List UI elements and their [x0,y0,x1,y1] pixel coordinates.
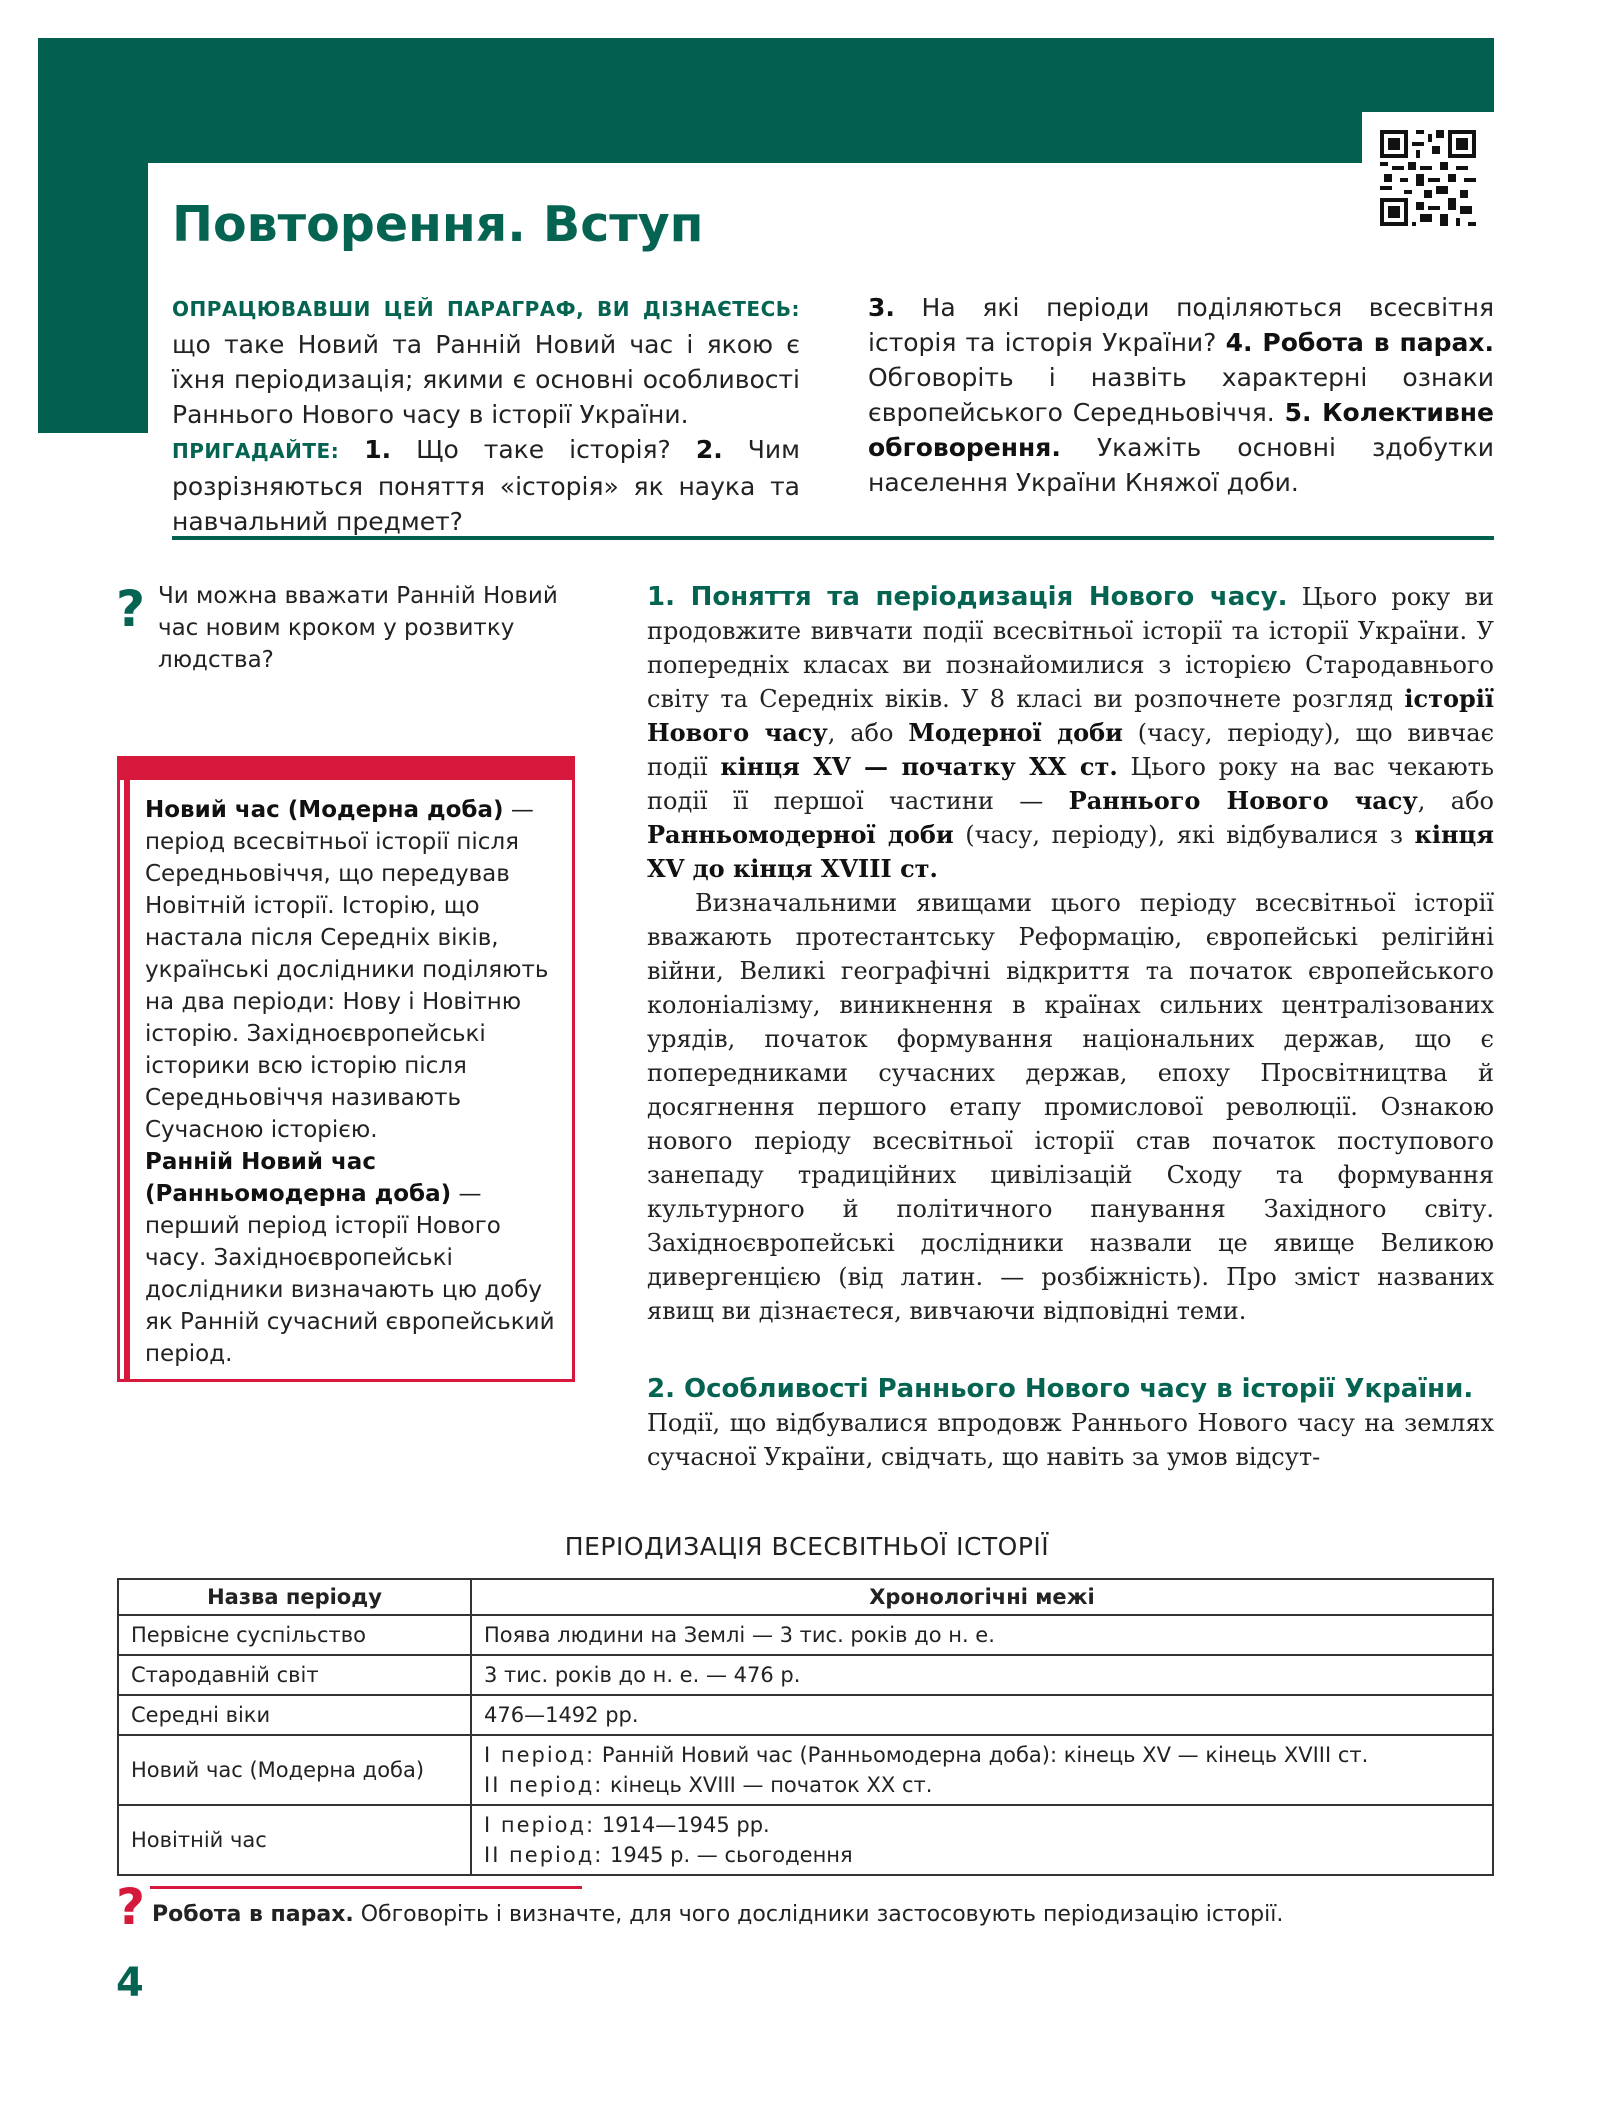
period-range: Поява людини на Землі — 3 тис. років до н. е. [471,1615,1493,1655]
question-mark-icon: ? [116,1878,146,1936]
section-1-paragraph-1 [647,580,1494,886]
subperiod-label: II період: [484,1843,604,1867]
period-subline [484,1810,1480,1840]
recall-q2-number: 2. [695,435,723,464]
s1-text-8: , або [1417,787,1495,815]
section-2-paragraph-1: Події, що відбувалися впродовж Раннього Нового часу на землях сучасної України, свідчать, що навіть за умов відсут- [647,1409,1494,1471]
table-row [118,1805,1493,1875]
subperiod-range: Ранній Новий час (Ранньомодерна доба): кінець XV — кінець XVIII ст. [595,1743,1369,1767]
term-new-time: Новий час (Модерна доба) [145,797,504,823]
page-title: Повторення. Вступ [172,196,704,253]
header-band [38,38,1494,163]
section-1-paragraph-2: Визначальними явищами цього періоду всесвітньої історії вважають протестантську Реформацію, європейські релігійні війни, Великі географічні відкриття та початок європейського колоніалізму, виникнення в країнах сильних централізованих урядів, початок формування національних держав, що є попередниками сучасних держав, епоху Просвітництва й досягнення першого етапу промислової революції. Ознакою нового періоду всесвітньої історії став початок поступового занепаду традиційних цивілізацій Сходу та формування культурного й політичного панування Західного світу. Західноєвропейські дослідники назвали це явище Великою дивергенцією (від латин. — розбіжність). Про зміст названих явищ ви дізнаєтеся, вивчаючи відповідні теми. [647,889,1494,1325]
section-1 [647,580,1494,1328]
period-name: Первісне суспільство [118,1615,471,1655]
column-header-chronology: Хронологічні межі [471,1579,1493,1615]
section-2 [647,1372,1494,1474]
definition-text [145,794,560,1370]
s1-text-6: Цього року на вас чекають події її першої частини — [647,753,1495,815]
s1-term-early-new-time: Раннього Нового часу [1068,786,1418,815]
period-subline [484,1740,1480,1770]
period-range [471,1805,1493,1875]
section-divider [172,536,1494,540]
table-row [118,1615,1493,1655]
definition-new-time: — період всесвітньої історії після Середньовіччя, що передував Новітній історії. Історію, що настала після Середніх віків, українські дослідники поділяють на два періоди: Нову і Новітню історію. Західноєвропейські історики всю історію після Середньовіччя називають Сучасною історією. [145,797,549,1143]
pair-task-text: Обговоріть і визначте, для чого дослідники застосовують періодизацію історії. [353,1902,1284,1927]
table-row [118,1735,1493,1805]
period-name: Середні віки [118,1695,471,1735]
recall-q5-label: 5. Колективне обговорення. [868,398,1494,462]
subperiod-label: I період: [484,1813,596,1837]
recall-q4-label: 4. Робота в парах. [1225,328,1494,357]
recall-q3-text: На які періоди поділяються всесвітня історія та історія України? [868,293,1494,357]
question-mark-icon: ? [116,580,146,638]
subperiod-range: кінець XVIII — початок XX ст. [603,1773,933,1797]
table-title: ПЕРІОДИЗАЦІЯ ВСЕСВІТНЬОЇ ІСТОРІЇ [564,1532,1050,1561]
s1-term-new-time-history: історії Нового часу [647,684,1494,747]
s1-text-0: Цього року ви продовжите вивчати події всесвітньої історії та історії України. У попередніх класах ви познайомилися з історією Стародавнього світу та Середніх віків. У 8 класі ви розпочнете розгляд [647,583,1494,713]
s1-text-4: (часу, періоду), що вивчає події [647,719,1495,781]
recall-q4-text: Обговоріть і назвіть характерні ознаки європейського Середньовіччя. [868,363,1494,427]
pair-task [152,1902,1283,1927]
s1-text-10: (часу, періоду), які відбувалися з [953,821,1415,849]
table-row [118,1695,1493,1735]
recall-q1-number: 1. [364,435,392,464]
recall-q5-text: Укажіть основні здобутки населення України Княжої доби. [868,433,1494,497]
subperiod-range: 1914—1945 рр. [595,1813,770,1837]
intro-questions [868,290,1494,500]
period-name: Новий час (Модерна доба) [118,1735,471,1805]
definition-early-new-time: — перший період історії Нового часу. Західноєвропейські дослідники визначають цю добу як Ранній сучасний європейський період. [145,1181,555,1367]
recall-label: ПРИГАДАЙТЕ: [172,439,340,463]
subperiod-label: II період: [484,1773,604,1797]
section-2-heading: 2. Особливості Раннього Нового часу в історії України. [647,1374,1474,1404]
period-name: Стародавній світ [118,1655,471,1695]
learn-text: що таке Новий та Ранній Новий час і якою є їхня періодизація; якими є основні особливості Раннього Нового часу в історії України. [172,330,800,429]
intro-objectives [172,290,800,539]
sidebar-question: Чи можна вважати Ранній Новий час новим кроком у розвитку людства? [158,583,558,673]
period-subline [484,1770,1480,1800]
period-name: Новітній час [118,1805,471,1875]
s1-text-2: , або [827,719,909,747]
qr-code-icon[interactable] [1362,112,1494,244]
pair-task-label: Робота в парах. [152,1902,354,1927]
section-1-heading: 1. Поняття та періодизація Нового часу. [647,582,1288,612]
s1-term-dates-2: кінця XV до кінця XVIII ст. [647,820,1494,883]
s1-term-modern-era: Модерної доби [908,718,1123,747]
period-range: 476—1492 рр. [471,1695,1493,1735]
subperiod-label: I період: [484,1743,596,1767]
period-range [471,1735,1493,1805]
recall-q3-number: 3. [868,293,895,322]
task-divider [150,1886,582,1889]
term-early-new-time: Ранній Новий час (Ранньомодерна доба) [145,1149,452,1207]
table-header-row [118,1579,1493,1615]
recall-q2-text: Чим розрізняються поняття «історія» як наука та навчальний предмет? [172,435,800,536]
s1-term-dates-1: кінця XV — початку XX ст. [720,752,1118,781]
learn-label: ОПРАЦЮВАВШИ ЦЕЙ ПАРАГРАФ, ВИ ДІЗНАЄТЕСЬ: [172,297,800,321]
side-tab [38,38,148,433]
column-header-period: Назва періоду [118,1579,471,1615]
page-number: 4 [116,1960,144,2006]
table-row [118,1655,1493,1695]
period-subline [484,1840,1480,1870]
recall-q1-text: Що таке історія? [391,435,696,464]
period-range: 3 тис. років до н. е. — 476 р. [471,1655,1493,1695]
subperiod-range: 1945 р. — сьогодення [603,1843,853,1867]
periodization-table [117,1578,1494,1876]
s1-term-early-modern-era: Ранньомодерної доби [647,820,954,849]
definition-accent-bar [124,780,130,1380]
